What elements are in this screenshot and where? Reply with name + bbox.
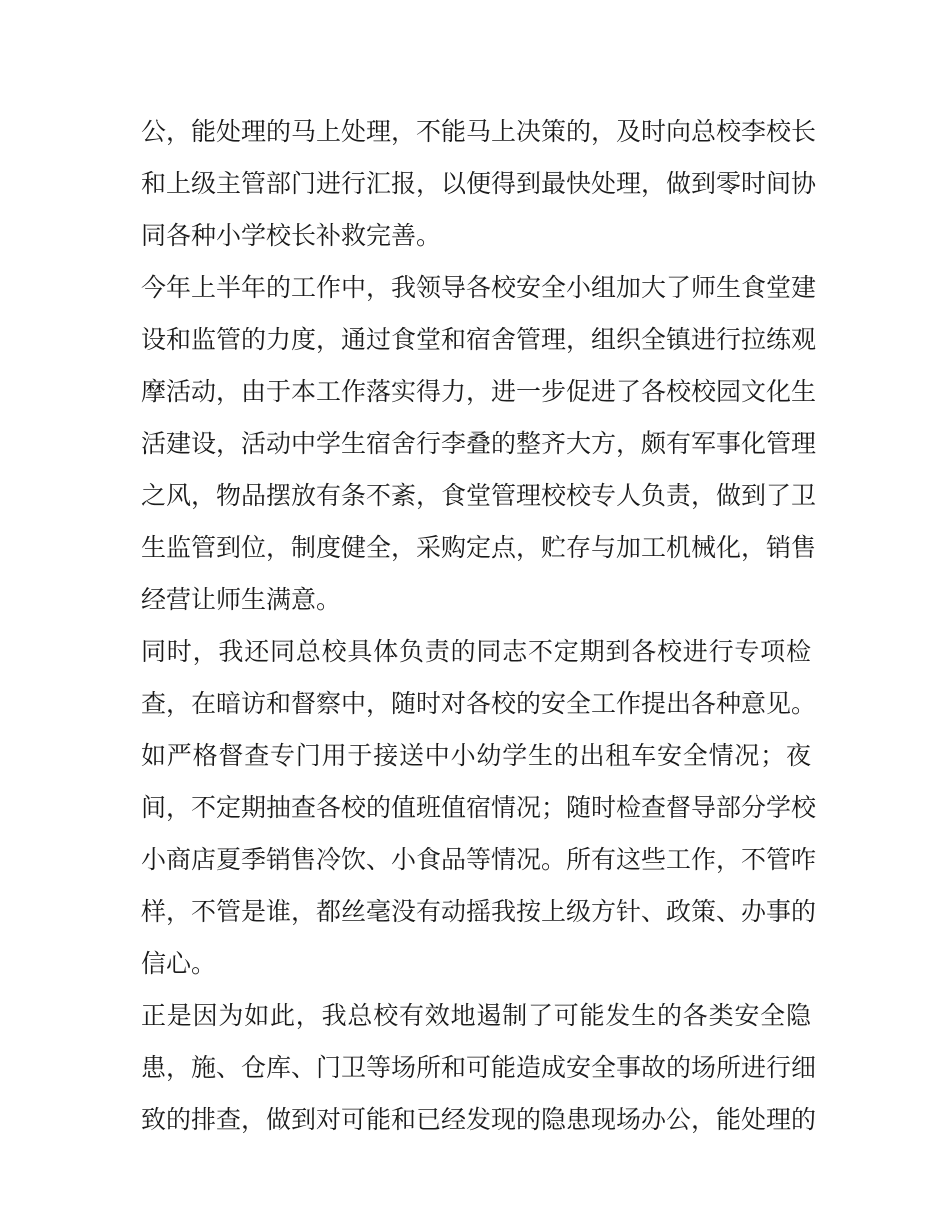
text-line: 同各种小学校长补救完善。: [141, 221, 442, 250]
body-text: [141, 106, 817, 1146]
text-line: 设和监管的力度，通过食堂和宿舍管理，组织全镇进行拉练观: [141, 325, 817, 354]
text-line: 和上级主管部门进行汇报，以便得到最快处理，做到零时间协: [141, 169, 817, 198]
text-line: 公，能处理的马上处理，不能马上决策的，及时向总校李校长: [141, 117, 817, 146]
text-line: 经营让师生满意。: [141, 585, 342, 614]
text-line: 活建设，活动中学生宿舍行李叠的整齐大方，颇有军事化管理: [141, 429, 817, 458]
text-line: 摩活动，由于本工作落实得力，进一步促进了各校校园文化生: [141, 377, 817, 406]
text-line: 样，不管是谁，都丝毫没有动摇我按上级方针、政策、办事的: [141, 897, 817, 926]
text-line: 间，不定期抽查各校的值班值宿情况；随时检查督导部分学校: [141, 793, 817, 822]
text-line: 信心。: [141, 949, 217, 978]
text-line: 今年上半年的工作中，我领导各校安全小组加大了师生食堂建: [141, 273, 817, 302]
text-line: 如严格督查专门用于接送中小幼学生的出租车安全情况；夜: [141, 741, 811, 770]
text-line: 致的排查，做到对可能和已经发现的隐患现场办公，能处理的: [141, 1105, 817, 1134]
text-line: 之风，物品摆放有条不紊，食堂管理校校专人负责，做到了卫: [141, 481, 817, 510]
text-line: 正是因为如此，我总校有效地遏制了可能发生的各类安全隐: [141, 1001, 811, 1030]
text-line: 查，在暗访和督察中，随时对各校的安全工作提出各种意见。: [141, 689, 817, 718]
text-line: 同时，我还同总校具体负责的同志不定期到各校进行专项检: [141, 637, 811, 666]
text-line: 小商店夏季销售冷饮、小食品等情况。所有这些工作，不管咋: [141, 845, 817, 874]
text-line: 生监管到位，制度健全，采购定点，贮存与加工机械化，销售: [141, 533, 817, 562]
text-line: 患，施、仓库、门卫等场所和可能造成安全事故的场所进行细: [141, 1053, 817, 1082]
